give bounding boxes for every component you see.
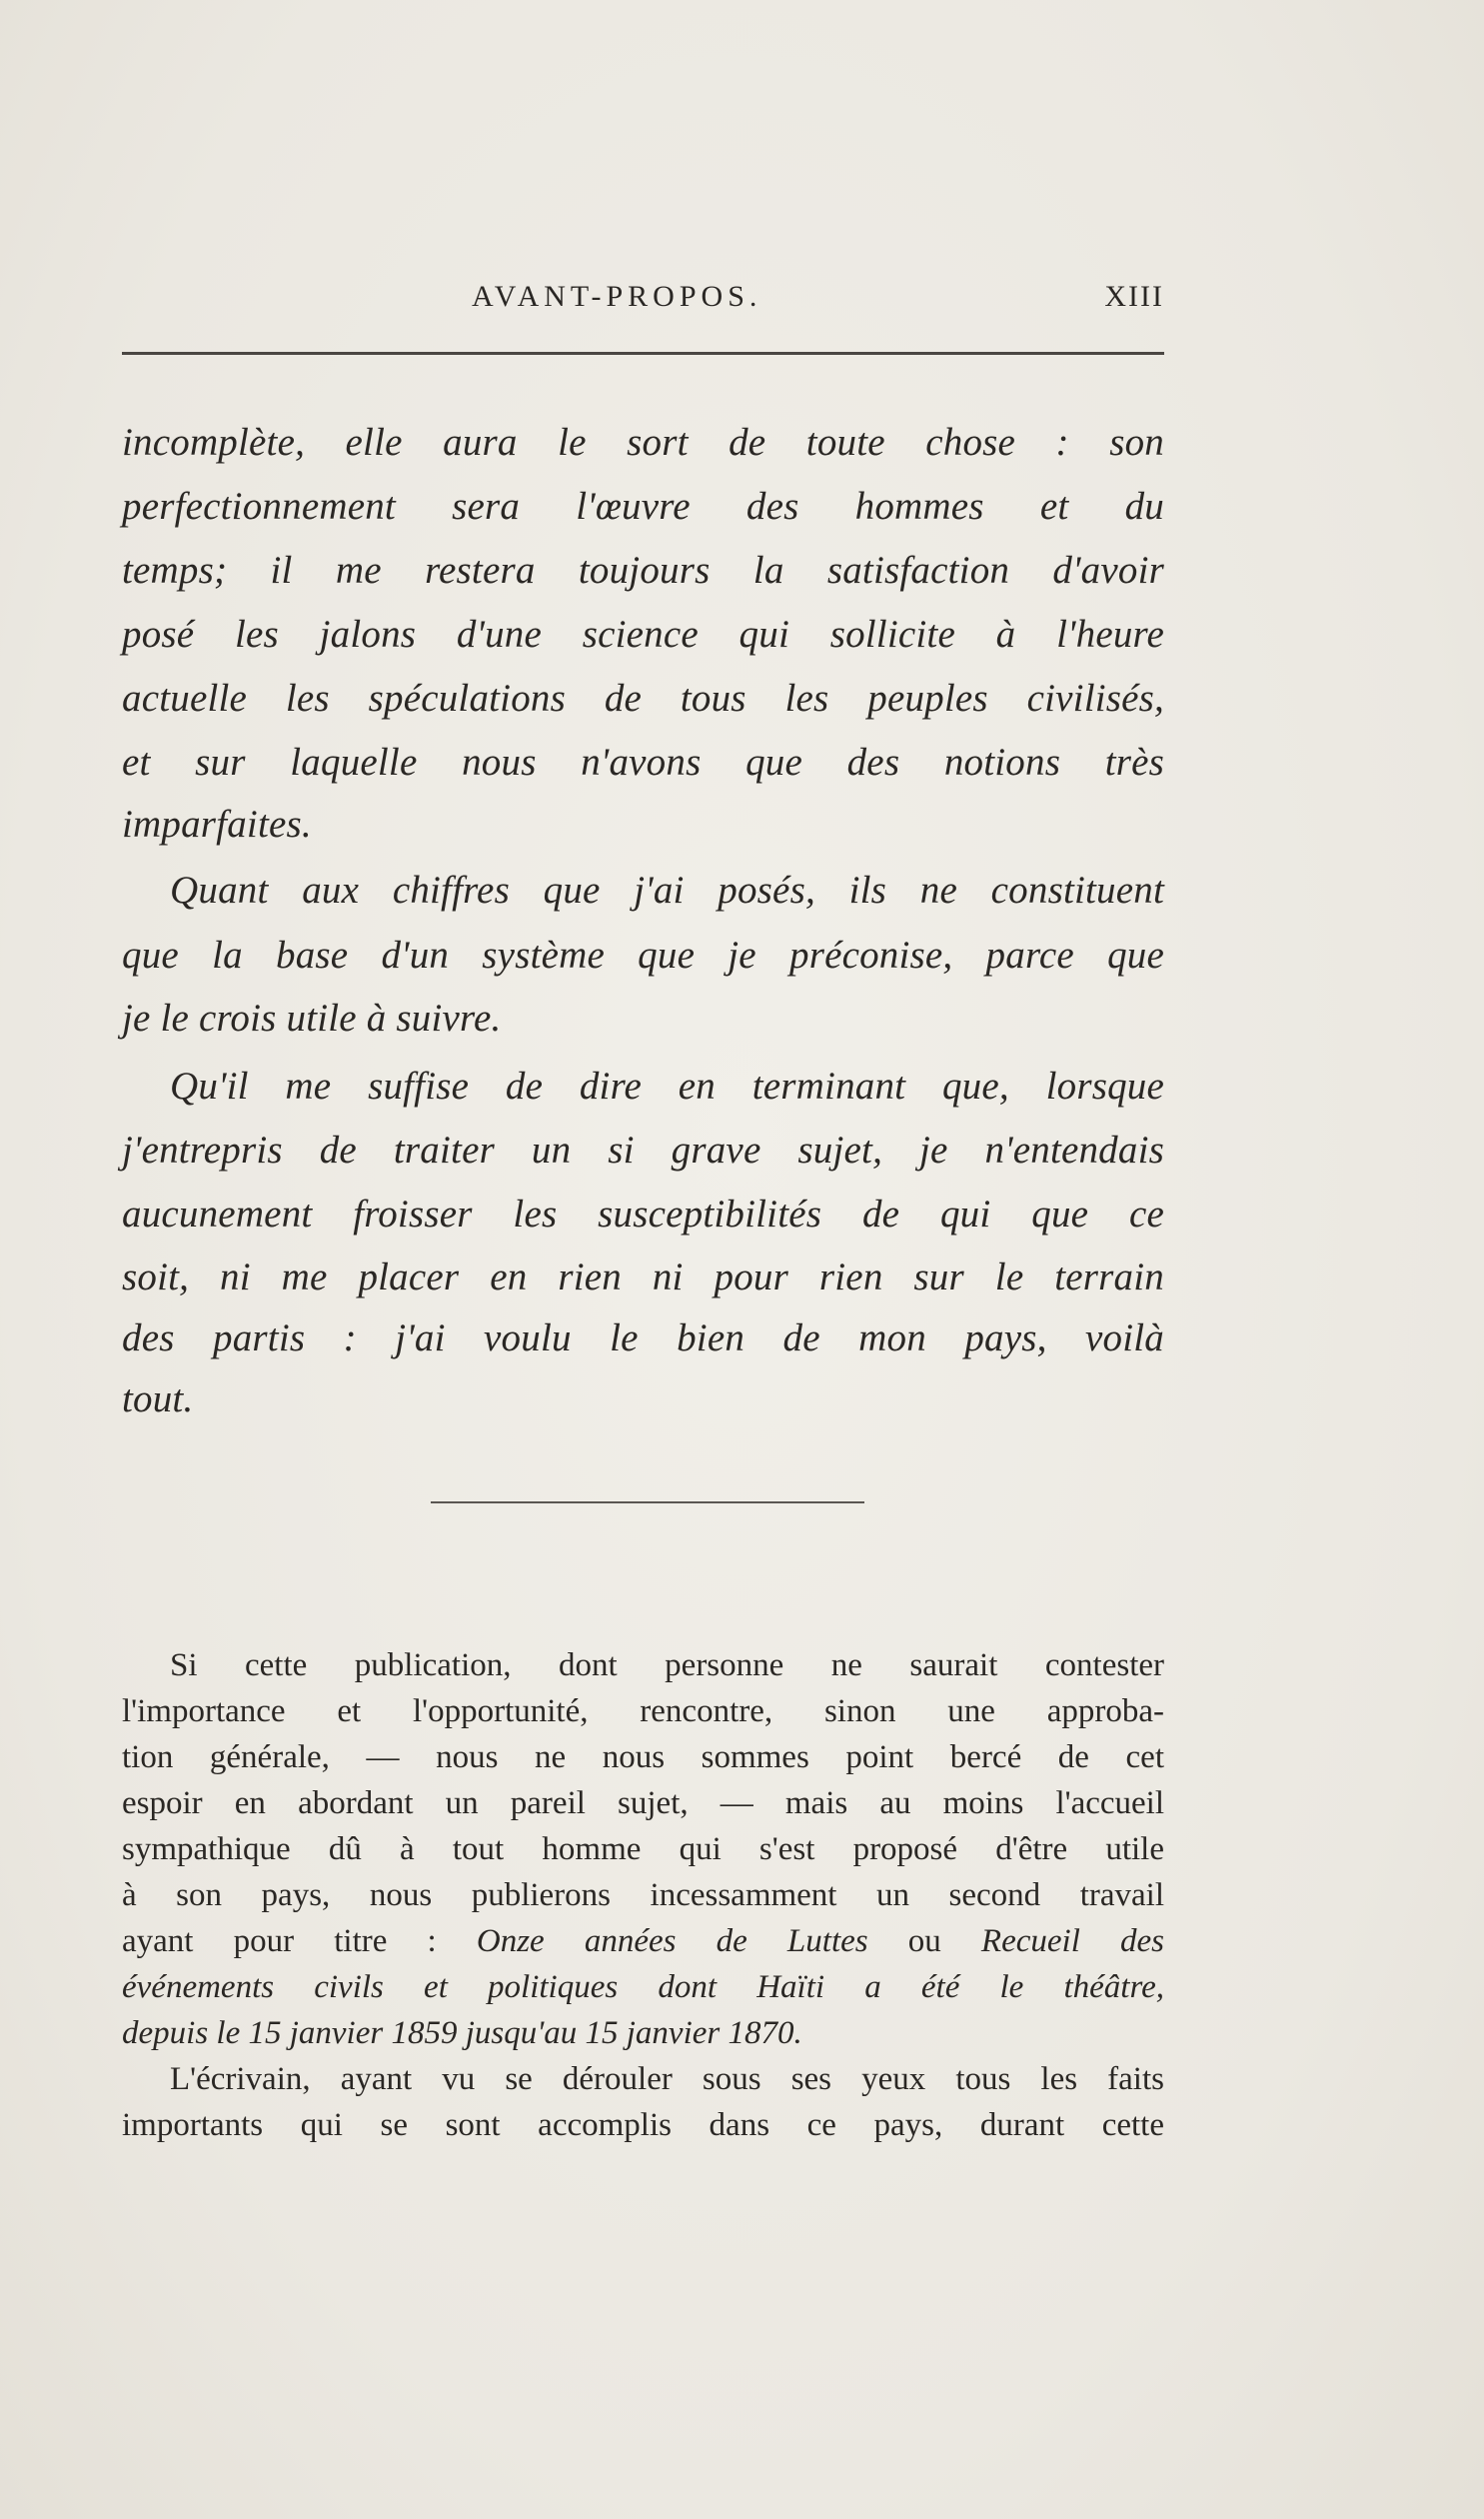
text-line: je le crois utile à suivre. [122, 997, 502, 1040]
text-line: L'écrivain, ayant vu se dérouler sous ses yeux tous les faits [170, 2061, 1164, 2097]
header-rule [122, 352, 1164, 355]
section-divider [431, 1501, 864, 1503]
text-line: ayant pour titre : Onze années de Luttes ou Recueil des [122, 1923, 1164, 1959]
text-line: événements civils et politiques dont Haïti a été le théâtre, [122, 1969, 1164, 2005]
text-line: perfectionnement sera l'œuvre des hommes et du [122, 485, 1164, 528]
text-line: actuelle les spéculations de tous les peuples civilisés, [122, 677, 1164, 720]
text-line: imparfaites. [122, 803, 312, 846]
text-line: depuis le 15 janvier 1859 jusqu'au 15 janvier 1870. [122, 2015, 802, 2051]
text-line: soit, ni me placer en rien ni pour rien sur le terrain [122, 1256, 1164, 1298]
text-line: Quant aux chiffres que j'ai posés, ils ne constituent [170, 869, 1164, 912]
text-line: l'importance et l'opportunité, rencontre, sinon une approba- [122, 1693, 1164, 1729]
text-line: Qu'il me suffise de dire en terminant que, lorsque [170, 1065, 1164, 1108]
text-line: espoir en abordant un pareil sujet, — mais au moins l'accueil [122, 1785, 1164, 1821]
running-title: AVANT-PROPOS. [472, 280, 762, 313]
text-line: que la base d'un système que je préconise, parce que [122, 934, 1164, 977]
text-line: Si cette publication, dont personne ne saurait contester [170, 1647, 1164, 1683]
text-line: tion générale, — nous ne nous sommes point bercé de cet [122, 1739, 1164, 1775]
running-header [122, 280, 1164, 324]
text-line: tout. [122, 1377, 194, 1420]
text-line: temps; il me restera toujours la satisfaction d'avoir [122, 549, 1164, 592]
text-line: des partis : j'ai voulu le bien de mon pays, voilà [122, 1316, 1164, 1359]
text-line: incomplète, elle aura le sort de toute chose : son [122, 421, 1164, 464]
text-line: sympathique dû à tout homme qui s'est proposé d'être utile [122, 1831, 1164, 1867]
text-line: à son pays, nous publierons incessamment un second travail [122, 1877, 1164, 1913]
text-line: et sur laquelle nous n'avons que des notions très [122, 741, 1164, 784]
text-line: j'entrepris de traiter un si grave sujet, je n'entendais [122, 1129, 1164, 1172]
text-line: posé les jalons d'une science qui sollicite à l'heure [122, 613, 1164, 656]
page-number: XIII [1104, 280, 1164, 313]
text-line: importants qui se sont accomplis dans ce pays, durant cette [122, 2107, 1164, 2143]
text-line: aucunement froisser les susceptibilités de qui que ce [122, 1193, 1164, 1236]
